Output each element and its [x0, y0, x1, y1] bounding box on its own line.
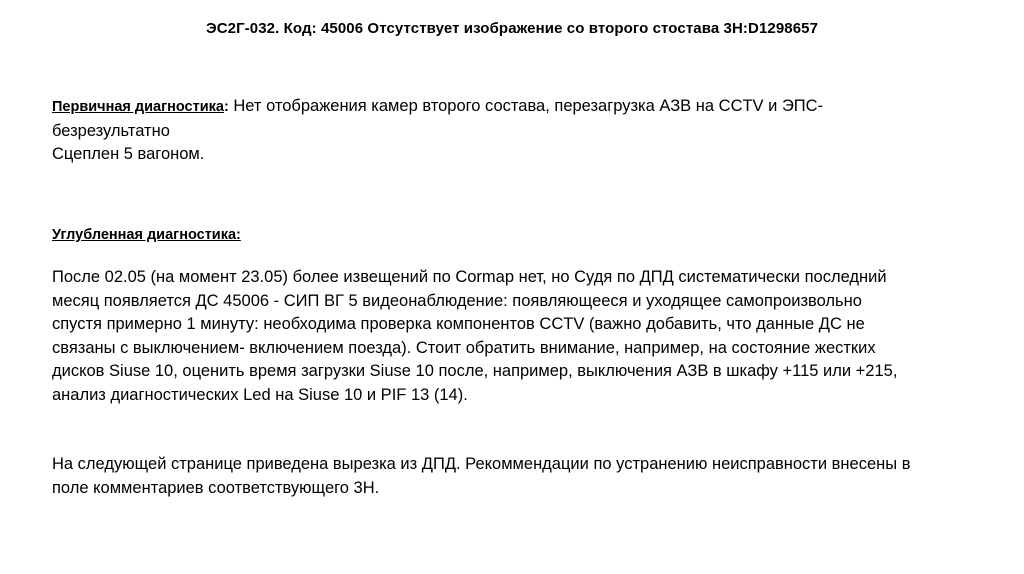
- next-page-text: На следующей странице приведена вырезка из ДПД. Рекоммендации по устранению неисправности внесены в поле комментариев соответствующего 3Н.: [52, 455, 911, 497]
- deep-diagnostics-heading-block: [52, 223, 912, 248]
- next-page-note: [52, 453, 912, 500]
- primary-diagnostics-colon: :: [223, 99, 229, 115]
- primary-diagnostics-heading: Первичная диагностика: [52, 99, 224, 115]
- primary-diagnostics-paragraph: [52, 95, 912, 143]
- primary-diagnostics-text: Нет отображения камер второго состава, перезагрузка АЗВ на CCTV и ЭПС- безрезультатно: [52, 97, 824, 140]
- deep-diagnostics-body: [52, 266, 912, 407]
- slide-title: ЭС2Г-032. Код: 45006 Отсутствует изображение со второго стостава 3Н:D1298657: [205, 20, 819, 37]
- deep-diagnostics-heading: Углубленная диагностика:: [52, 227, 241, 243]
- primary-diagnostics-section: [52, 95, 912, 167]
- primary-diagnostics-coupling-note: Сцеплен 5 вагоном.: [52, 145, 205, 163]
- deep-diagnostics-text: После 02.05 (на момент 23.05) более извещений по Cormap нет, но Судя по ДПД систематически последний месяц появляется ДС 45006 - СИП ВГ 5 видеонаблюдение: появляющееся и уходящее самопроизвольно спустя примерно 1 минуту: необходима проверка компонентов CCTV (важно добавить, что данные ДС не связаны с выключением- включением поезда). Стоит обратить внимание, например, на состояние жестких дисков Siuse 10, оценить время загрузки Siuse 10 после, например, выключения АЗВ в шкафу +115 или +215, анализ диагностических Led на Siuse 10 и PIF 13 (14).: [52, 268, 898, 404]
